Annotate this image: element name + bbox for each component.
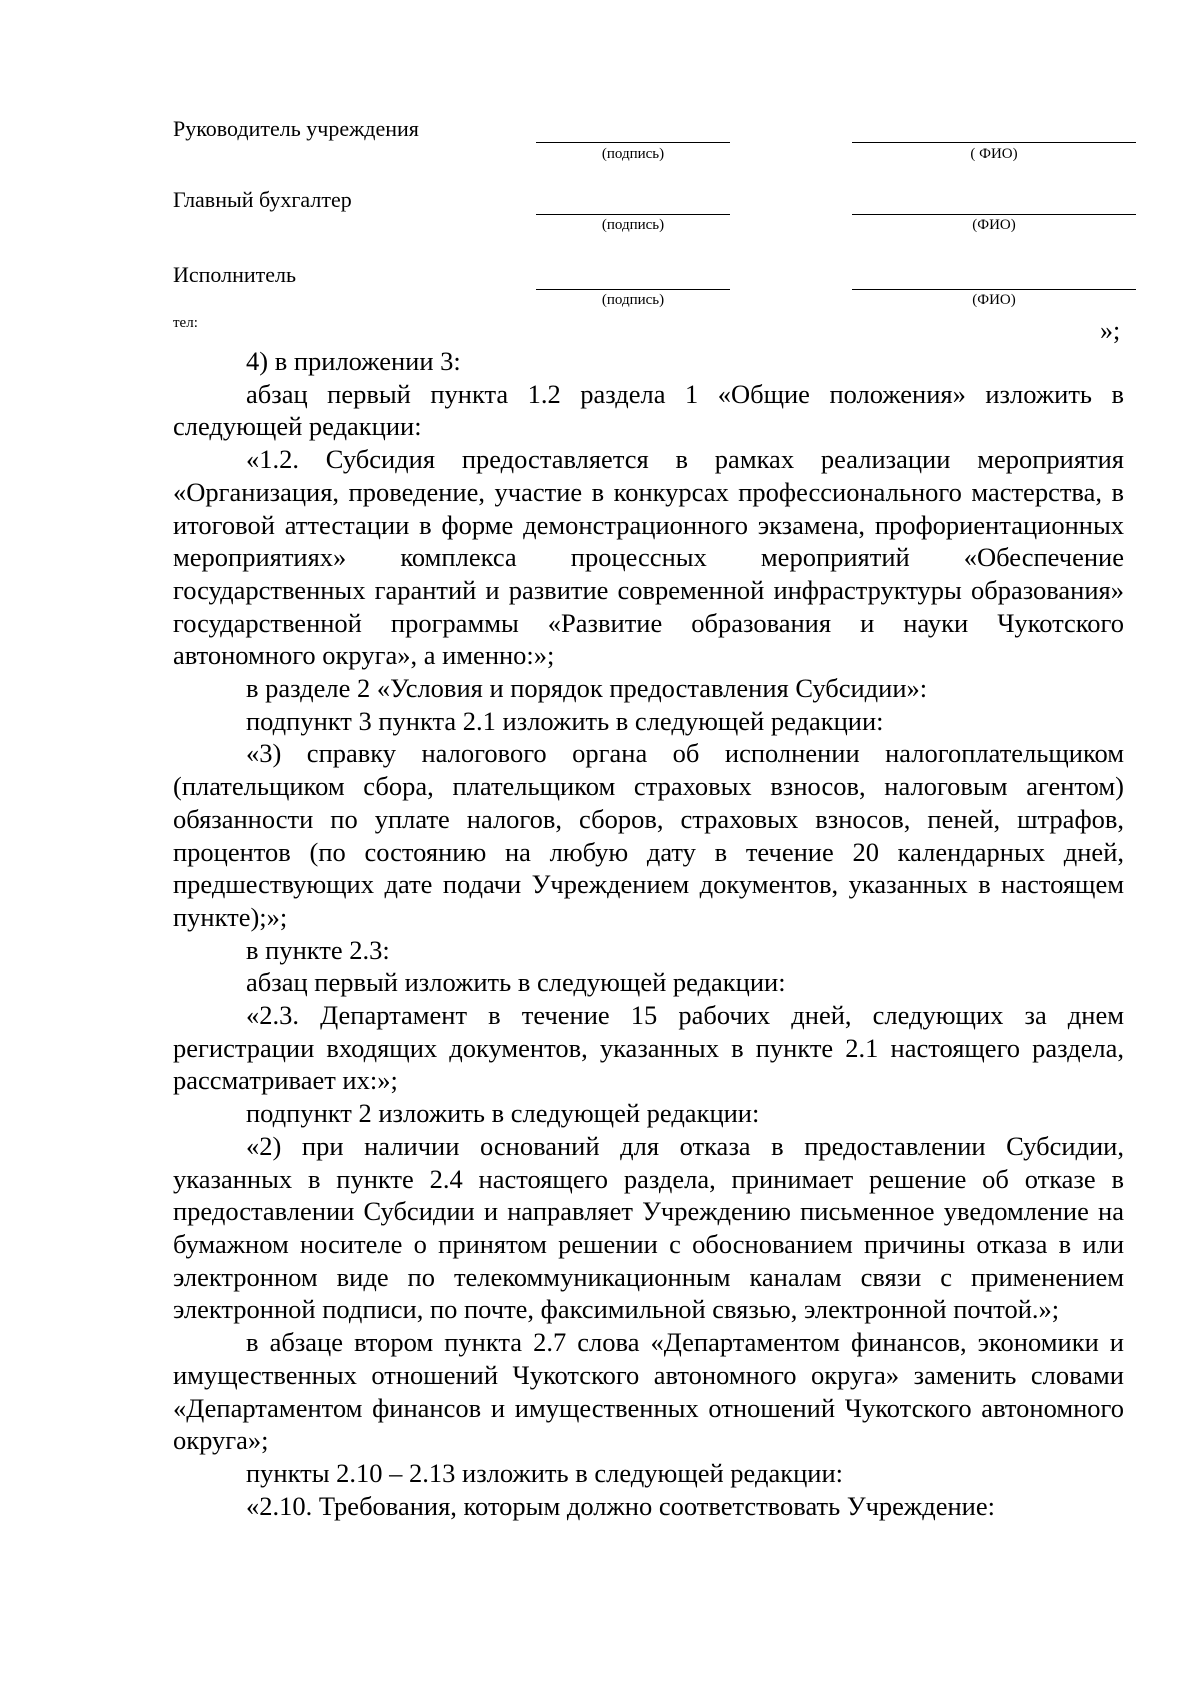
signature-line-head — [536, 142, 730, 143]
document-body — [173, 345, 1124, 1522]
paragraph: «2) при наличии оснований для отказа в предоставлении Субсидии, указанных в пункте 2.4 настоящего раздела, принимает решение об отказе в предоставлении Субсидии и направляет Учреждению письменное уведомление на бумажном носителе о принятом решении с обоснованием причины отказа в или электронном виде по телекоммуникационным каналам связи с применением электронной подписи, по почте, факсимильной связью, электронной почтой.»; — [173, 1130, 1124, 1325]
signature-label-head: Руководитель учреждения — [173, 116, 419, 141]
closing-quote: »; — [1100, 316, 1121, 345]
paragraph: подпункт 3 пункта 2.1 изложить в следующей редакции: — [246, 705, 884, 736]
paragraph: абзац первый изложить в следующей редакции: — [246, 967, 786, 998]
signature-caption-head: (подпись) — [601, 146, 665, 162]
fio-line-accountant — [852, 214, 1136, 215]
signature-label-executor: Исполнитель — [173, 262, 297, 287]
fio-line-head — [852, 142, 1136, 143]
paragraph: «2.3. Департамент в течение 15 рабочих дней, следующих за днем регистрации входящих документов, указанных в пункте 2.1 настоящего раздела, рассматривает их:»; — [173, 1000, 1124, 1096]
paragraph: «3) справку налогового органа об исполнении налогоплательщиком (плательщиком сбора, плательщиком страховых взносов, налоговым агентом) обязанности по уплате налогов, сборов, страховых взносов, пеней, штрафов, процентов (по состоянию на любую дату в течение 20 календарных дней, предшествующих дате подачи Учреждением документов, указанных в настоящем пункте);»; — [173, 738, 1124, 932]
paragraph: 4) в приложении 3: — [246, 346, 461, 376]
paragraph: пункты 2.10 – 2.13 изложить в следующей редакции: — [246, 1457, 844, 1488]
signature-caption-executor: (подпись) — [601, 292, 665, 308]
paragraph: «1.2. Субсидия предоставляется в рамках реализации мероприятия «Организация, проведение, участие в конкурсах профессионального мастерства, в итоговой аттестации в форме демонстрационного экзамена, профориентационных мероприятиях» комплекса процессных мероприятий «Обеспечение государственных гарантий и развитие современной инфраструктуры образования» государственной программы «Развитие образования и науки Чукотского автономного округа», а именно:»; — [173, 444, 1124, 671]
paragraph: в разделе 2 «Условия и порядок предоставления Субсидии»: — [246, 673, 928, 704]
paragraph: в абзаце втором пункта 2.7 слова «Департаментом финансов, экономики и имущественных отношений Чукотского автономного округа» заменить словами «Департаментом финансов и имущественных отношений Чукотского автономного округа»; — [173, 1327, 1124, 1456]
fio-caption-executor: (ФИО) — [972, 292, 1016, 308]
paragraph: абзац первый пункта 1.2 раздела 1 «Общие положения» изложить в следующей редакции: — [173, 378, 1124, 442]
signature-line-accountant — [536, 214, 730, 215]
fio-line-executor — [852, 289, 1136, 290]
paragraph: в пункте 2.3: — [246, 934, 390, 965]
fio-caption-accountant: (ФИО) — [972, 217, 1016, 233]
tel-label: тел: — [173, 315, 198, 331]
signature-caption-accountant: (подпись) — [601, 217, 665, 233]
signature-line-executor — [536, 289, 730, 290]
signature-label-accountant: Главный бухгалтер — [173, 187, 352, 212]
fio-caption-head: ( ФИО) — [970, 146, 1018, 162]
paragraph: «2.10. Требования, которым должно соответствовать Учреждение: — [246, 1490, 995, 1521]
paragraph: подпункт 2 изложить в следующей редакции: — [246, 1098, 760, 1129]
